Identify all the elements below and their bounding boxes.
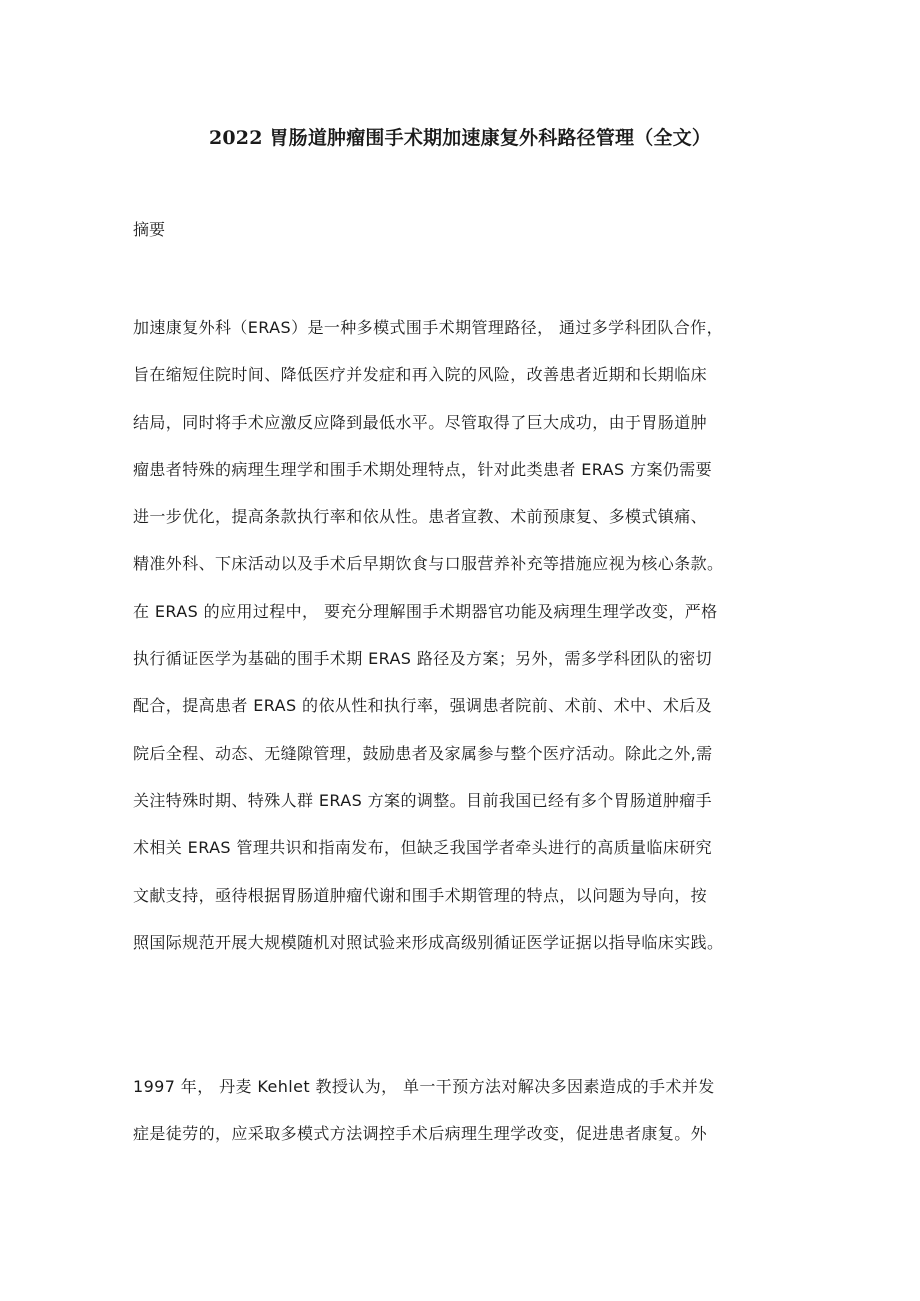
abstract-heading: 摘要 xyxy=(133,220,166,239)
text-line: 精准外科、下床活动以及手术后早期饮食与口服营养补充等措施应视为核心条款。 xyxy=(133,554,724,574)
text-line: 文献支持，亟待根据胃肠道肿瘤代谢和围手术期管理的特点，以问题为导向，按 xyxy=(133,885,708,905)
text-line: 瘤患者特殊的病理生理学和围手术期处理特点，针对此类患者 ERAS 方案仍需要 xyxy=(133,459,713,479)
text-line: 照国际规范开展大规模随机对照试验来形成高级别循证医学证据以指导临床实践。 xyxy=(133,932,724,952)
abstract-paragraph xyxy=(133,316,813,978)
text-line: 执行循证医学为基础的围手术期 ERAS 路径及方案；另外，需多学科团队的密切 xyxy=(133,649,713,669)
text-line: 结局，同时将手术应激反应降到最低水平。尽管取得了巨大成功，由于胃肠道肿 xyxy=(133,412,708,432)
text-line: 院后全程、动态、无缝隙管理，鼓励患者及家属参与整个医疗活动。除此之外,需 xyxy=(133,743,713,763)
text-line: 配合，提高患者 ERAS 的依从性和执行率，强调患者院前、术前、术中、术后及 xyxy=(133,696,713,716)
text-line: 旨在缩短住院时间、降低医疗并发症和再入院的风险，改善患者近期和长期临床 xyxy=(133,365,708,385)
text-line: 症是徒劳的，应采取多模式方法调控手术后病理生理学改变，促进患者康复。外 xyxy=(133,1124,708,1144)
body-paragraph xyxy=(133,1075,813,1170)
text-line: 在 ERAS 的应用过程中， 要充分理解围手术期器官功能及病理生理学改变，严格 xyxy=(133,601,718,621)
document-title: 2022 胃肠道肿瘤围手术期加速康复外科路径管理（全文） xyxy=(208,127,712,149)
text-line: 关注特殊时期、特殊人群 ERAS 方案的调整。目前我国已经有多个胃肠道肿瘤手 xyxy=(133,790,713,810)
text-line: 术相关 ERAS 管理共识和指南发布，但缺乏我国学者牵头进行的高质量临床研究 xyxy=(133,838,713,858)
text-line: 加速康复外科（ERAS）是一种多模式围手术期管理路径， 通过多学科团队合作， xyxy=(133,318,723,337)
text-line: 1997 年， 丹麦 Kehlet 教授认为， 单一干预方法对解决多因素造成的手术并发 xyxy=(133,1077,715,1096)
text-line: 进一步优化，提高条款执行率和依从性。患者宣教、术前预康复、多模式镇痛、 xyxy=(133,507,708,527)
